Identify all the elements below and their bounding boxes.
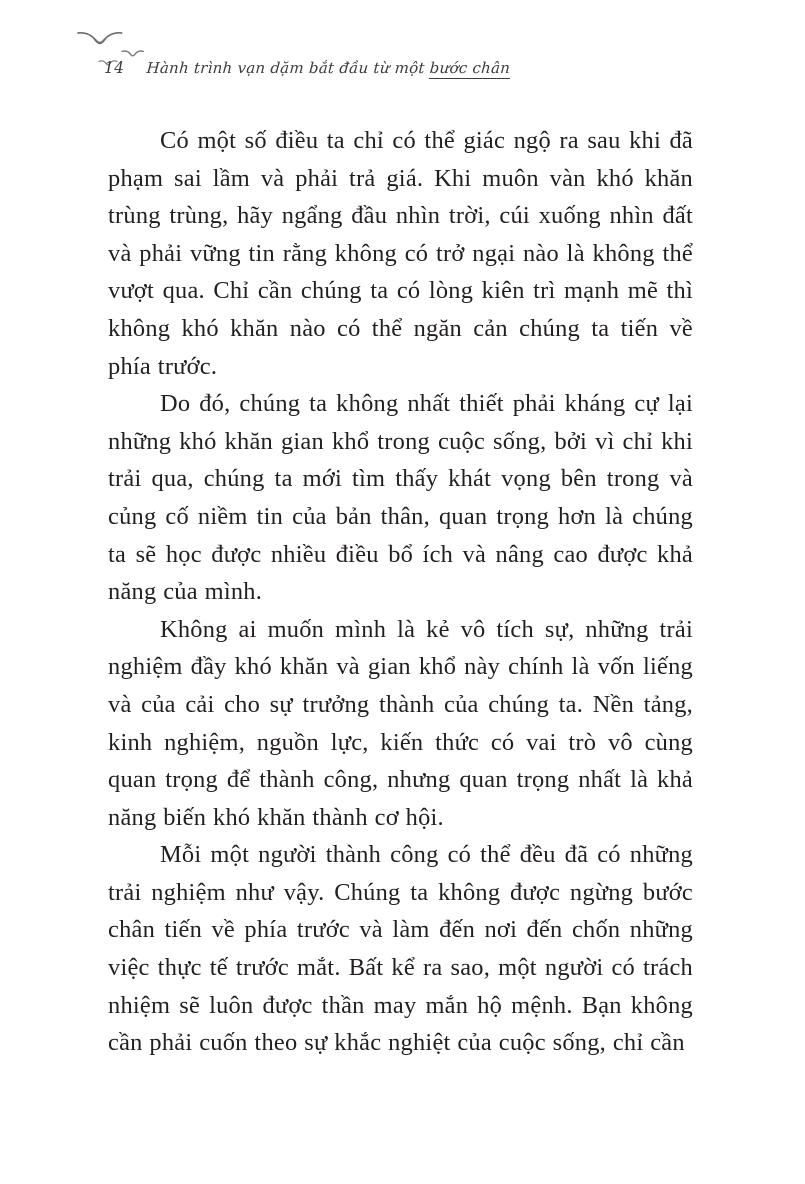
header-title-underlined: bước chân: [429, 59, 512, 77]
paragraph: Mỗi một người thành công có thể đều đã có những trải nghiệm như vậy. Chúng ta không được ngừng bước chân tiến về phía trước và làm đến nơi đến chốn những việc thực tế trước mắt. Bất kể ra sao, một người có trách nhiệm sẽ luôn được thần may mắn hộ mệnh. Bạn không cần phải cuốn theo sự khắc nghiệt của cuộc sống, chỉ cần: [108, 841, 693, 1057]
header-title: [146, 59, 511, 77]
header-line: [104, 59, 510, 77]
paragraph: Do đó, chúng ta không nhất thiết phải kháng cự lại những khó khăn gian khổ trong cuộc sống, bởi vì chỉ khi trải qua, chúng ta mới tìm thấy khát vọng bên trong và củng cố niềm tin của bản thân, quan trọng hơn là chúng ta sẽ học được nhiều điều bổ ích và nâng cao được khả năng của mình.: [108, 390, 693, 606]
running-header: [0, 0, 805, 100]
paragraph: Có một số điều ta chỉ có thể giác ngộ ra sau khi đã phạm sai lầm và phải trả giá. Khi muôn vàn khó khăn trùng trùng, hãy ngẩng đầu nhìn trời, cúi xuống nhìn đất và phải vững tin rằng không có trở ngại nào là không thể vượt qua. Chỉ cần chúng ta có lòng kiên trì mạnh mẽ thì không khó khăn nào có thể ngăn cản chúng ta tiến về phía trước.: [108, 127, 693, 380]
paragraph: Không ai muốn mình là kẻ vô tích sự, những trải nghiệm đầy khó khăn và gian khổ này chính là vốn liếng và của cải cho sự trưởng thành của chúng ta. Nền tảng, kinh nghiệm, nguồn lực, kiến thức có vai trò vô cùng quan trọng để thành công, nhưng quan trọng nhất là khả năng biến khó khăn thành cơ hội.: [108, 615, 693, 831]
page-number: 14: [104, 59, 125, 77]
body-text-column: [108, 122, 693, 1062]
header-title-prefix: Hành trình vạn dặm bắt đầu từ một: [146, 59, 431, 77]
